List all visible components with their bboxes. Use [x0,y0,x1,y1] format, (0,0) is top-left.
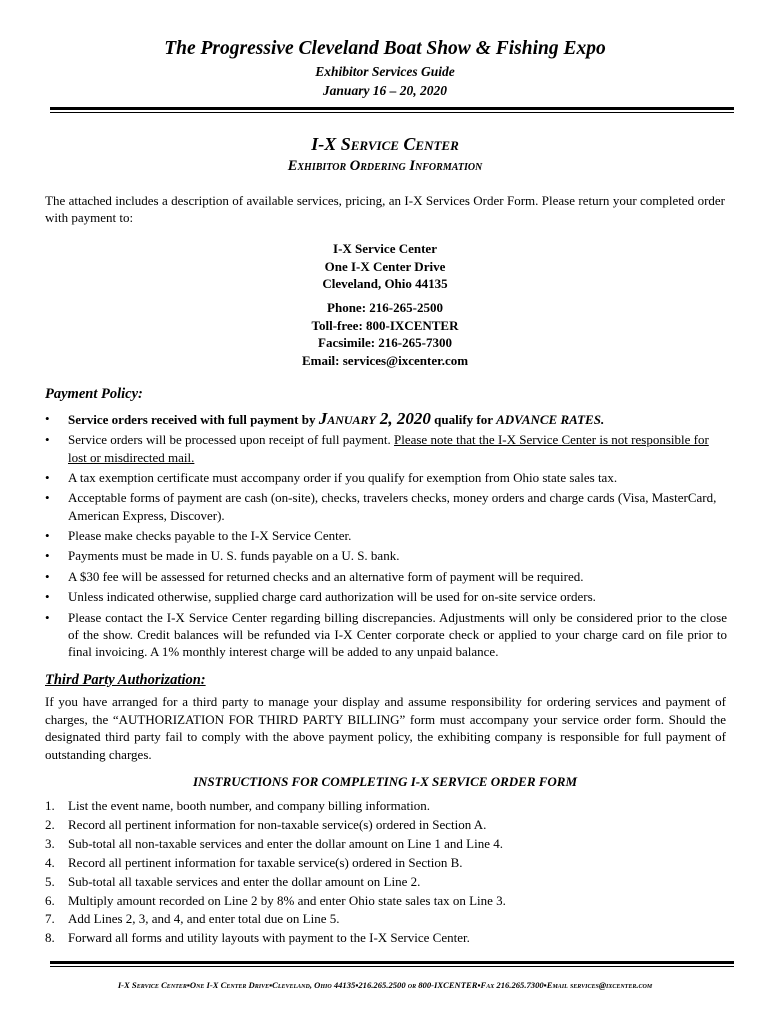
list-item [45,929,725,948]
document-subtitle: Exhibitor Services Guide [315,64,455,79]
list-item [45,816,725,835]
third-party-heading [45,672,206,689]
address-city: Cleveland, Ohio 44135 [322,276,448,291]
step-text: Record all pertinent information for non-taxable service(s) ordered in Section A. [68,816,487,832]
header-divider-thin [50,112,734,113]
list-item: • A tax exemption certificate must accompany order if you qualify for exemption from Ohio state sales tax. [45,469,727,486]
list-item: • Acceptable forms of payment are cash (on-site), checks, travelers checks, money orders and charge cards (Visa, MasterCard, American Express, Discover). [45,489,727,523]
step-number: 8. [45,930,55,946]
payment-policy-list [45,410,727,663]
list-item [45,892,725,911]
third-party-heading-text: Third Party Authorization: [45,672,206,688]
advance-rate-text: Service orders received with full payment by [68,412,319,427]
step-text: Multiply amount recorded on Line 2 by 8% and enter Ohio state sales tax on Line 3. [68,892,506,908]
list-item: • Unless indicated otherwise, supplied charge card authorization will be used for on-site service orders. [45,588,727,605]
address-street: One I-X Center Drive [324,258,446,274]
footer-divider-thin [50,966,734,967]
step-number: 5. [45,873,55,889]
section-title: I-X Service Center [311,134,459,154]
list-item [45,854,725,873]
step-number: 2. [45,816,55,832]
intro-paragraph: The attached includes a description of available services, pricing, an I-X Services Order Form. Please return your completed order with payment to: [45,193,725,225]
list-item [45,410,727,428]
list-item: • Please make checks payable to the I-X Service Center. [45,527,727,544]
step-text: List the event name, booth number, and company billing information. [68,798,430,813]
contact-fax: Facsimile: 216-265-7300 [318,335,452,350]
step-number: 7. [45,911,55,927]
list-item [45,910,725,929]
list-item [45,797,725,816]
list-item [45,431,727,465]
step-text: Record all pertinent information for taxable service(s) ordered in Section B. [68,854,463,870]
processing-text: Service orders will be processed upon receipt of full payment. [68,432,394,448]
step-text: Add Lines 2, 3, and 4, and enter total due on Line 5. [68,911,340,927]
advance-rate-text-mid: qualify for [430,412,497,427]
payment-policy-heading: Payment Policy: [45,386,143,402]
list-item [45,873,725,892]
contact-phone: Phone: 216-265-2500 [327,300,443,315]
third-party-paragraph: If you have arranged for a third party to manage your display and assume responsibility for ordering services and payment of charges, the “AUTHORIZATION FOR THIRD PARTY BILLING” form must accompany your service order form. Should the designated third party fail to comply with the above payment policy, the exhibiting company is responsible for full payment of outstanding charges. [45,694,726,762]
step-number: 6. [45,892,55,908]
event-dates: January 16 – 20, 2020 [322,83,448,98]
step-text: Sub-total all taxable services and enter the dollar amount on Line 2. [68,873,421,889]
list-item [45,835,725,854]
footer-divider-thick [50,961,734,964]
step-number: 3. [45,835,55,851]
instructions-title: INSTRUCTIONS FOR COMPLETING I-X SERVICE ORDER FORM [192,774,578,789]
list-item: • Please contact the I-X Service Center regarding billing discrepancies. Adjustments will only be considered prior to the close of the show. Credit balances will be refunded via I-X Center corporate check or applied to your charge card on file prior to final invoicing. A 1% monthly interest charge will be added to any unpaid balance. [45,609,727,661]
instructions-list [45,797,725,948]
list-item: • Payments must be made in U. S. funds payable on a U. S. bank. [45,547,727,564]
document-title: The Progressive Cleveland Boat Show & Fishing Expo [164,38,606,59]
contact-tollfree: Toll-free: 800-IXCENTER [311,317,459,333]
advance-rates-label: ADVANCE RATES. [496,412,605,427]
contact-block [0,299,770,369]
section-subtitle: Exhibitor Ordering Information [287,158,483,174]
address-name: I-X Service Center [333,241,437,256]
address-block [0,240,770,293]
lost-mail-notice: Please note that the I-X Service Center is not responsible for lost or misdirected mail. [68,432,709,465]
step-text: Forward all forms and utility layouts with payment to the I-X Service Center. [68,930,470,946]
contact-email: Email: services@ixcenter.com [301,352,469,368]
list-item: • A $30 fee will be assessed for returned checks and an alternative form of payment will be required. [45,568,727,585]
step-number: 4. [45,854,55,870]
step-number: 1. [45,798,55,813]
advance-deadline-date: January 2, 2020 [318,409,431,428]
header-divider-thick [50,107,734,110]
step-text: Sub-total all non-taxable services and enter the dollar amount on Line 1 and Line 4. [68,835,504,851]
footer-contact: I-X Service Center▪One I-X Center Drive▪Cleveland, Ohio 44135▪216.265.2500 or 800-IXCENTER▪Fax 216.265.7300▪Email services@ixcenter.com [117,980,653,990]
